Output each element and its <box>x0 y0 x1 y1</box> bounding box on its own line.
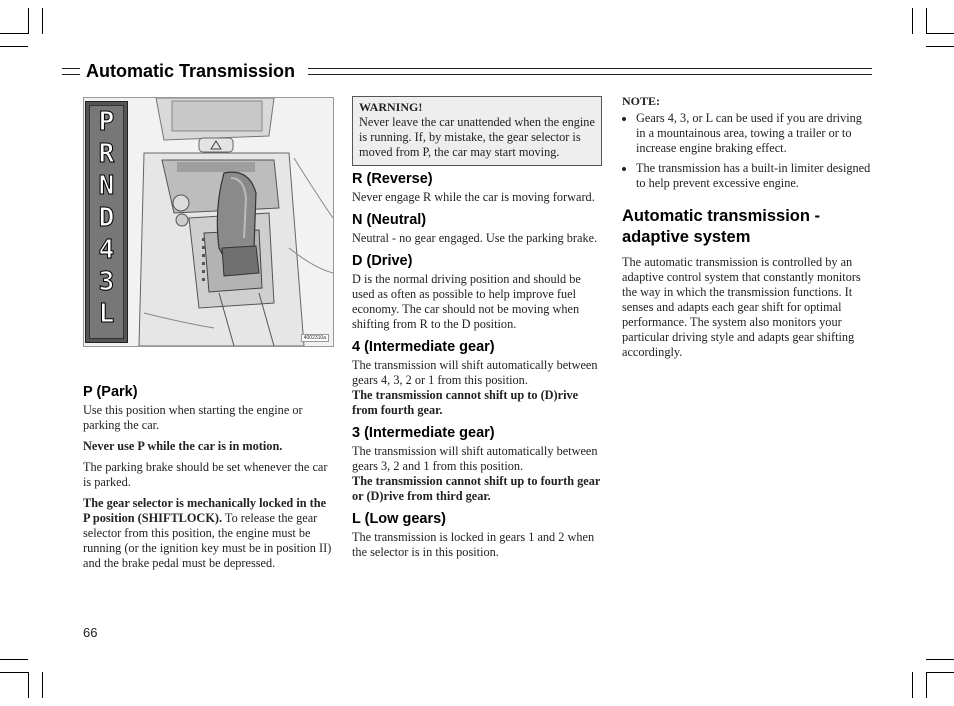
drive-heading: D (Drive) <box>352 253 413 269</box>
note-label: NOTE: <box>622 94 661 108</box>
gear-p-label: P <box>98 107 115 137</box>
gear3-heading: 3 (Intermediate gear) <box>352 425 495 441</box>
note-item: • Gears 4, 3, or L can be used if you are driving in a mountainous area, towing a trailer or to increase engine braking effect. <box>636 111 872 156</box>
reverse-heading: R (Reverse) <box>352 171 433 187</box>
header-rule-right <box>308 68 872 75</box>
shiftlock-bold-text: The gear selector is mechanically locked in the P position (SHIFTLOCK). <box>83 496 327 525</box>
gear-position-strip <box>85 101 128 343</box>
gear3-text <box>352 444 602 504</box>
adaptive-text: The automatic transmission is controlled by an adaptive control system that constantly monitors the way in which the transmission functions. It senses and adapts each gear shift for optimal performance. The system also monitors your particular driving style and adapts gear shifting accordingly. <box>622 255 861 359</box>
gear-l-label: L <box>98 299 115 329</box>
park-heading: P (Park) <box>83 384 138 400</box>
gear-4-label: 4 <box>98 235 115 265</box>
page-number: 66 <box>83 625 98 640</box>
park-text-3: The parking brake should be set whenever the car is parked. <box>83 460 328 489</box>
gear-d-label: D <box>98 203 115 233</box>
gear4-text <box>352 358 602 418</box>
shiftlock-text: To release the gear selector from this position, the engine must be running (or the ignition key must be in position II) and the brake pedal must be depressed. <box>83 511 332 570</box>
reverse-text: Never engage R while the car is moving forward. <box>352 190 595 204</box>
gear-n-label: N <box>98 171 115 201</box>
column-notes <box>622 94 872 366</box>
warning-label: WARNING! <box>359 100 423 114</box>
gear4-bold: The transmission cannot shift up to (D)rive from fourth gear. <box>352 388 579 417</box>
column-gears <box>352 96 602 566</box>
section-header <box>62 60 872 84</box>
neutral-text: Neutral - no gear engaged. Use the parking brake. <box>352 231 598 245</box>
column-park <box>83 383 333 577</box>
low-text: The transmission is locked in gears 1 and 2 when the selector is in this position. <box>352 530 595 559</box>
figure-code: 4002310a <box>301 334 329 342</box>
adaptive-heading: Automatic transmission - adaptive system <box>622 207 821 246</box>
park-text-1: Use this position when starting the engine or parking the car. <box>83 403 303 432</box>
park-text-2: Never use P while the car is in motion. <box>83 439 283 453</box>
park-text-4 <box>83 496 333 571</box>
neutral-heading: N (Neutral) <box>352 212 427 228</box>
warning-box <box>352 96 602 166</box>
header-rule-left <box>62 68 80 75</box>
gear4-heading: 4 (Intermediate gear) <box>352 339 495 355</box>
gear3-body: The transmission will shift automatically between gears 3, 2 and 1 from this position. <box>352 444 598 473</box>
low-heading: L (Low gears) <box>352 511 446 527</box>
gear-selector-figure <box>83 97 334 347</box>
gear4-body: The transmission will shift automatically between gears 4, 3, 2 or 1 from this position. <box>352 358 598 387</box>
gear-3-label: 3 <box>98 267 115 297</box>
gear-r-label: R <box>98 139 115 169</box>
note-item: • The transmission has a built-in limiter designed to help prevent excessive engine. <box>636 161 872 191</box>
section-title: Automatic Transmission <box>82 60 299 82</box>
warning-text: Never leave the car unattended when the engine is running. If, by mistake, the gear selector is moved from P, the car may start moving. <box>359 115 595 159</box>
drive-text: D is the normal driving position and should be used as often as possible to help improve fuel economy. The car should not be moving when shifting from R to the D position. <box>352 272 581 331</box>
note-list <box>622 111 872 191</box>
gear3-bold: The transmission cannot shift up to fourth gear or (D)rive from third gear. <box>352 474 601 503</box>
